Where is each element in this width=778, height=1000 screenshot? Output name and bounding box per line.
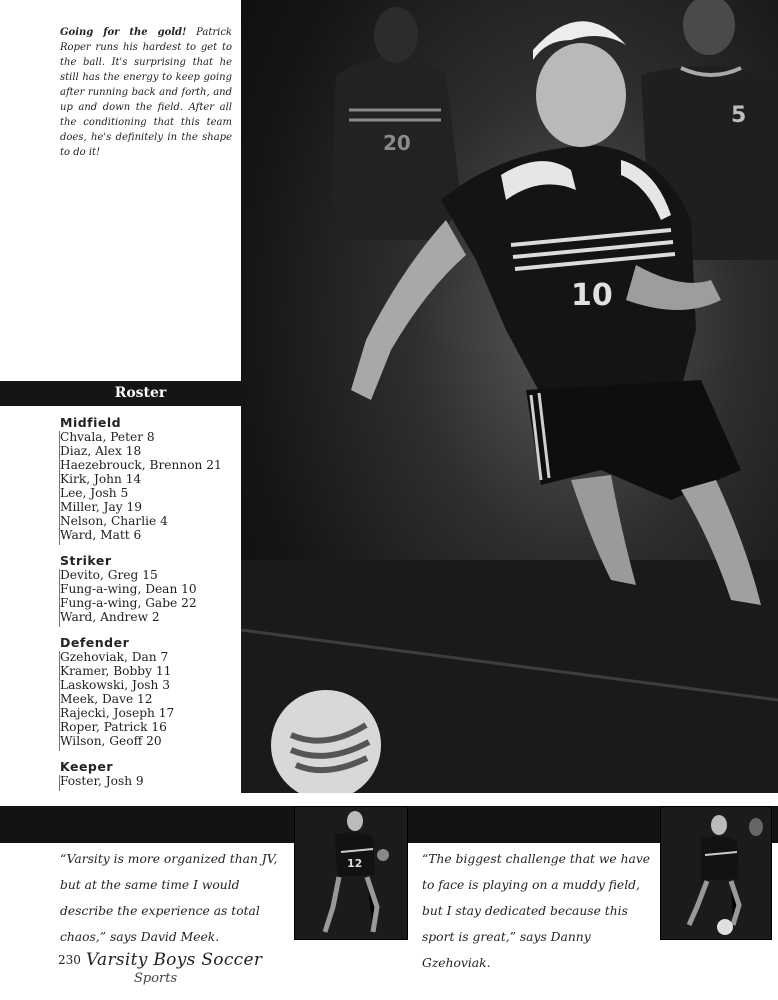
player-entry: Kramer, Bobby 11 xyxy=(60,664,172,678)
player-entry: Devito, Greg 15 xyxy=(60,568,158,582)
jersey-number-20: 20 xyxy=(383,131,411,155)
roster-group-keeper xyxy=(60,760,240,788)
roster-title: Roster xyxy=(114,385,167,401)
quote-danny-gzehoviak: “The biggest challenge that we have to face is playing on a muddy field, but I stay dedicated because this sport is great,” says Danny Gzehoviak. xyxy=(422,852,651,970)
player-entry: Miller, Jay 19 xyxy=(60,500,143,514)
player-entry: Ward, Matt 6 xyxy=(60,528,142,542)
main-action-photo xyxy=(241,0,778,793)
player-entry: Rajecki, Joseph 17 xyxy=(60,706,175,720)
roster-header xyxy=(0,381,241,406)
photo-caption xyxy=(60,25,232,160)
group-title: Midfield xyxy=(60,415,122,430)
thumbnail-photo-right xyxy=(660,806,772,940)
group-title: Defender xyxy=(60,635,130,650)
roster-group-midfield xyxy=(60,416,240,542)
caption-lead: Going for the gold! xyxy=(60,27,187,38)
jersey-number-5: 5 xyxy=(731,103,747,128)
player-entry: Kirk, John 14 xyxy=(60,472,142,486)
player-entry: Lee, Josh 5 xyxy=(60,486,129,500)
jersey-number-10: 10 xyxy=(571,278,613,313)
caption-text: Patrick Roper runs his hardest to get to the ball. It's surprising that he still has the energy to keep going after running back and forth, and up and down the field. After all the conditioning that this team does, he's definitely in the shape to do it! xyxy=(60,27,232,158)
player-entry: Foster, Josh 9 xyxy=(60,774,144,788)
roster-group-striker xyxy=(60,554,240,624)
page-number: 230 xyxy=(58,953,81,967)
player-entry: Fung-a-wing, Dean 10 xyxy=(60,582,197,596)
roster-group-defender xyxy=(60,636,240,748)
footer-section: Sports xyxy=(134,971,178,986)
player-entry: Chvala, Peter 8 xyxy=(60,430,155,444)
player-entry: Wilson, Geoff 20 xyxy=(60,734,162,748)
player-entry: Meek, Dave 12 xyxy=(60,692,153,706)
player-entry: Gzehoviak, Dan 7 xyxy=(60,650,169,664)
player-entry: Laskowski, Josh 3 xyxy=(60,678,171,692)
thumbnail-photo-left xyxy=(294,806,408,940)
group-title: Keeper xyxy=(60,759,114,774)
roster-list xyxy=(60,416,240,800)
player-entry: Roper, Patrick 16 xyxy=(60,720,167,734)
jersey-number-12: 12 xyxy=(347,857,363,870)
footer-title: Varsity Boys Soccer xyxy=(86,950,263,970)
player-entry: Ward, Andrew 2 xyxy=(60,610,160,624)
quote-david-meek: “Varsity is more organized than JV, but at the same time I would describe the experience as total chaos,” says David Meek. xyxy=(60,852,278,944)
player-entry: Haezebrouck, Brennon 21 xyxy=(60,458,222,472)
player-entry: Nelson, Charlie 4 xyxy=(60,514,168,528)
player-entry: Diaz, Alex 18 xyxy=(60,444,142,458)
player-entry: Fung-a-wing, Gabe 22 xyxy=(60,596,197,610)
group-title: Striker xyxy=(60,553,112,568)
